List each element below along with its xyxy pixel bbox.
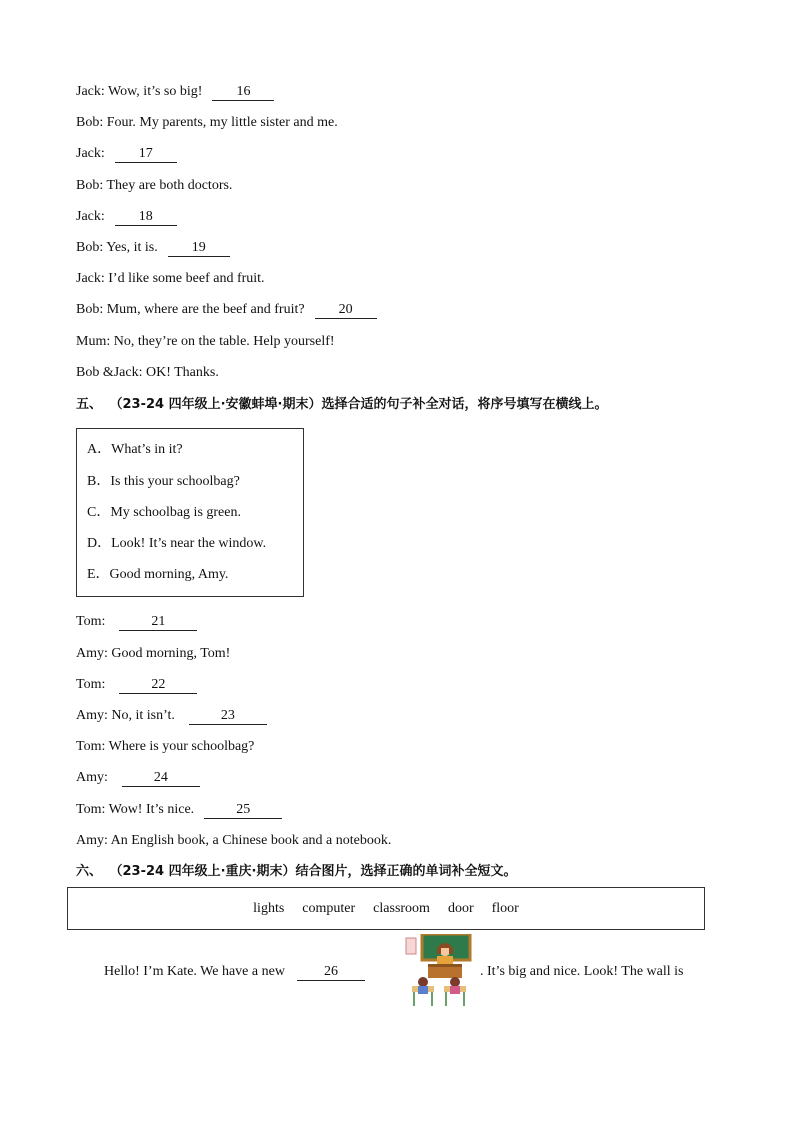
dialogue-line bbox=[76, 177, 232, 195]
option-b: B．Is this your schoolbag? bbox=[87, 474, 240, 489]
dialogue-line bbox=[76, 333, 335, 351]
dialogue-line bbox=[76, 270, 265, 288]
dialogue-text: Bob: Mum, where are the beef and fruit? bbox=[76, 302, 305, 317]
word-option: door bbox=[447, 900, 474, 916]
section-instruction: （23-24 四年级上·重庆·期末）结合图片，选择正确的单词补全短文。 bbox=[116, 864, 517, 879]
classroom-illustration-icon bbox=[404, 934, 478, 1010]
dialogue-line bbox=[76, 645, 230, 663]
dialogue-text: Tom: bbox=[76, 677, 106, 692]
dialogue-text: Tom: Wow! It’s nice. bbox=[76, 802, 195, 817]
dialogue-line bbox=[76, 145, 177, 163]
dialogue-line bbox=[76, 769, 200, 787]
passage-line bbox=[104, 963, 365, 981]
dialogue-text: Tom: Where is your schoolbag? bbox=[76, 739, 255, 754]
option-c: C．My schoolbag is green. bbox=[87, 505, 241, 520]
dialogue-line bbox=[76, 613, 197, 631]
dialogue-line bbox=[76, 83, 274, 101]
dialogue-text: Bob: Four. My parents, my little sister and me. bbox=[76, 115, 338, 130]
word-option: floor bbox=[491, 900, 519, 916]
answer-blank[interactable]: 18 bbox=[115, 209, 177, 226]
dialogue-text: Amy: An English book, a Chinese book and a notebook. bbox=[76, 833, 392, 848]
dialogue-text: Mum: No, they’re on the table. Help yourself! bbox=[76, 334, 335, 349]
dialogue-line bbox=[76, 676, 197, 694]
section-heading bbox=[76, 863, 517, 881]
passage-line bbox=[480, 963, 683, 981]
answer-blank[interactable]: 19 bbox=[168, 240, 230, 257]
word-option: lights bbox=[253, 900, 285, 916]
dialogue-text: Amy: Good morning, Tom! bbox=[76, 646, 231, 661]
dialogue-line bbox=[76, 707, 267, 725]
dialogue-text: Jack: bbox=[76, 209, 105, 224]
option-d: D．Look! It’s near the window. bbox=[87, 536, 267, 551]
section-instruction: （23-24 四年级上·安徽蚌埠·期末）选择合适的句子补全对话，将序号填写在横线上。 bbox=[116, 397, 608, 412]
word-option: computer bbox=[302, 900, 356, 916]
answer-blank[interactable]: 16 bbox=[212, 84, 274, 101]
dialogue-line bbox=[76, 114, 338, 132]
dialogue-text: Bob &Jack: OK! Thanks. bbox=[76, 365, 219, 380]
dialogue-line bbox=[76, 208, 177, 226]
passage-text: . It’s big and nice. Look! The wall is bbox=[480, 964, 684, 979]
dialogue-text: Jack: I’d like some beef and fruit. bbox=[76, 271, 265, 286]
answer-blank[interactable]: 24 bbox=[122, 770, 200, 787]
dialogue-text: Bob: Yes, it is. bbox=[76, 240, 158, 255]
word-bank bbox=[67, 887, 705, 930]
dialogue-line bbox=[76, 801, 282, 819]
options-box bbox=[76, 428, 304, 597]
dialogue-text: Jack: Wow, it’s so big! bbox=[76, 84, 203, 99]
dialogue-line bbox=[76, 364, 219, 382]
answer-blank[interactable]: 26 bbox=[297, 964, 365, 981]
answer-blank[interactable]: 20 bbox=[315, 302, 377, 319]
dialogue-line bbox=[76, 239, 230, 257]
answer-blank[interactable]: 23 bbox=[189, 708, 267, 725]
dialogue-line bbox=[76, 738, 254, 756]
dialogue-line bbox=[76, 301, 377, 319]
section-number: 六、 bbox=[76, 864, 103, 879]
dialogue-text: Amy: No, it isn’t. bbox=[76, 708, 175, 723]
passage-text: Hello! I’m Kate. We have a new bbox=[104, 964, 285, 979]
word-option: classroom bbox=[373, 900, 430, 916]
answer-blank[interactable]: 25 bbox=[204, 802, 282, 819]
section-heading bbox=[76, 396, 608, 414]
option-a: A．What’s in it? bbox=[87, 442, 183, 457]
section-number: 五、 bbox=[76, 397, 103, 412]
dialogue-text: Amy: bbox=[76, 770, 108, 785]
answer-blank[interactable]: 17 bbox=[115, 146, 177, 163]
dialogue-text: Tom: bbox=[76, 614, 106, 629]
option-e: E．Good morning, Amy. bbox=[87, 567, 229, 582]
answer-blank[interactable]: 21 bbox=[119, 614, 197, 631]
answer-blank[interactable]: 22 bbox=[119, 677, 197, 694]
dialogue-text: Bob: They are both doctors. bbox=[76, 178, 233, 193]
dialogue-line bbox=[76, 832, 391, 850]
dialogue-text: Jack: bbox=[76, 146, 105, 161]
